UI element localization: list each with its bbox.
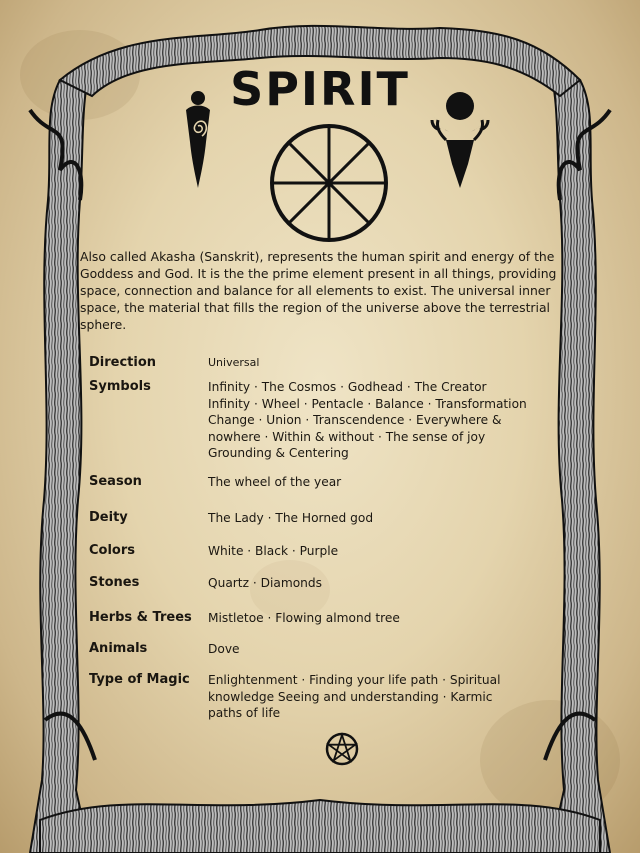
horned-god-moon-icon — [422, 84, 498, 194]
row-value: The wheel of the year — [208, 475, 342, 489]
row-label: Stones — [89, 575, 140, 590]
row-value: Dove — [208, 642, 240, 656]
row-value: The Lady · The Horned god — [208, 511, 374, 525]
row-label: Direction — [89, 355, 157, 370]
row-value: Mistletoe · Flowing almond tree — [208, 611, 400, 625]
row-value: White · Black · Purple — [208, 544, 339, 558]
row-label: Symbols — [89, 379, 151, 394]
row-label: Season — [89, 474, 142, 489]
row-label: Deity — [89, 510, 128, 525]
row-label: Animals — [89, 641, 148, 656]
row-value: Infinity · The Cosmos · Godhead · The Creator Infinity · Wheel · Pentacle · Balance · Transformation Change · Union · Transcendence · Everywhere & nowhere · Within & without · The sense of joy Grounding & Centering — [208, 380, 527, 460]
row-label: Colors — [89, 543, 136, 558]
spiral-goddess-triple-moon-icon — [160, 82, 236, 192]
eight-spoke-wheel-icon — [268, 122, 390, 244]
row-value: Enlightenment · Finding your life path · Spiritual knowledge Seeing and understanding · Karmic paths of life — [208, 673, 501, 720]
intro-paragraph: Also called Akasha (Sanskrit), represents the human spirit and energy of the Goddess and God. It is the the prime element present in all things, providing space, connection and balance for all elements to exist. The universal inner space, the material that fills the region of the universe above the terrestrial sphere. — [80, 249, 557, 332]
row-value: Quartz · Diamonds — [208, 576, 322, 590]
page-title: SPIRIT — [230, 62, 410, 116]
row-label: Type of Magic — [89, 672, 190, 687]
triple-moon-pentacle-icon — [300, 728, 384, 770]
row-value: Universal — [208, 356, 260, 369]
row-label: Herbs & Trees — [89, 610, 192, 625]
